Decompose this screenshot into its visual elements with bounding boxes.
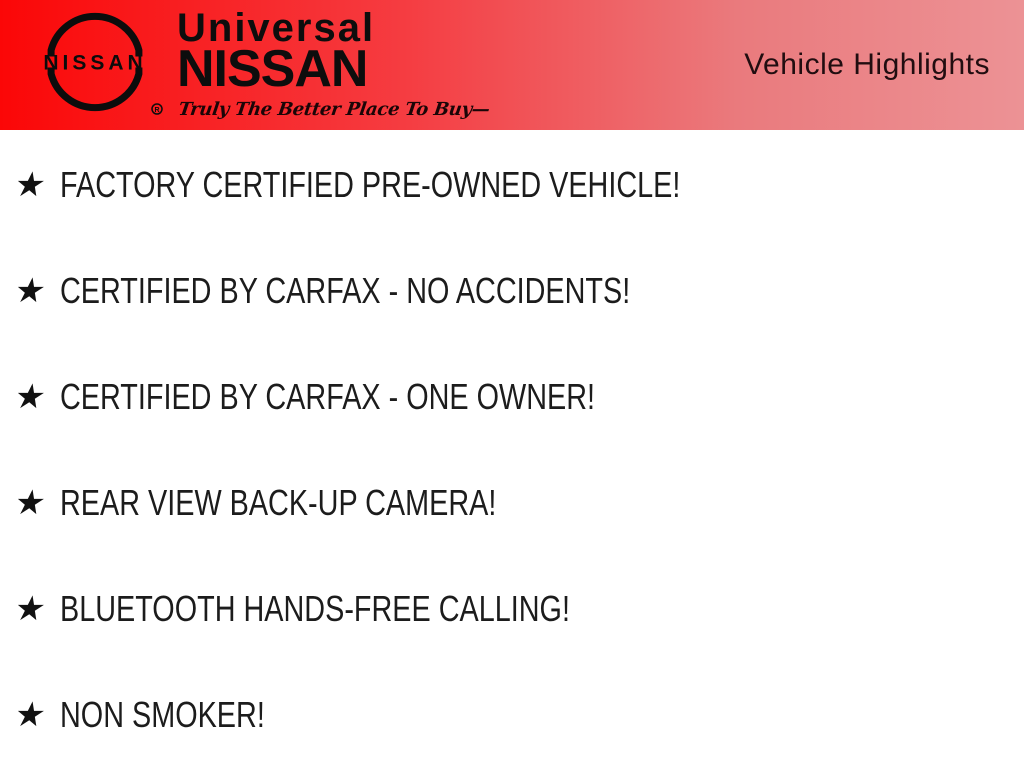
highlight-text: BLUETOOTH HANDS-FREE CALLING!: [60, 588, 571, 629]
highlight-text: CERTIFIED BY CARFAX - ONE OWNER!: [60, 376, 596, 417]
star-icon: ★: [11, 378, 49, 416]
dealer-name-line1: Universal: [177, 6, 376, 50]
header-banner: [0, 0, 1024, 130]
highlight-text: NON SMOKER!: [60, 694, 266, 735]
dealer-name-line2: NISSAN: [177, 40, 368, 98]
highlight-text: FACTORY CERTIFIED PRE-OWNED VEHICLE!: [60, 164, 681, 205]
dealer-tagline: Truly The Better Place To Buy—: [177, 98, 491, 120]
highlight-item: [11, 238, 1024, 344]
logo-wordmark: NISSAN: [43, 51, 147, 75]
registered-trademark-icon: [152, 104, 162, 114]
page-title: Vehicle Highlights: [744, 48, 990, 81]
highlight-item: [11, 450, 1024, 556]
highlight-item: [11, 344, 1024, 450]
star-icon: ★: [11, 166, 49, 204]
star-icon: ★: [11, 484, 49, 522]
nissan-logo-icon: [24, 5, 166, 123]
dealer-brand: [177, 6, 491, 120]
highlight-item: [11, 662, 1024, 768]
star-icon: ★: [11, 696, 49, 734]
svg-text:R: R: [154, 106, 160, 114]
highlights-list: [0, 130, 1024, 768]
highlight-item: [11, 132, 1024, 238]
highlight-text: CERTIFIED BY CARFAX - NO ACCIDENTS!: [60, 270, 631, 311]
star-icon: ★: [11, 590, 49, 628]
logo-top-arc: [51, 16, 139, 56]
star-icon: ★: [11, 272, 49, 310]
highlight-text: REAR VIEW BACK-UP CAMERA!: [60, 482, 497, 523]
highlight-item: [11, 556, 1024, 662]
